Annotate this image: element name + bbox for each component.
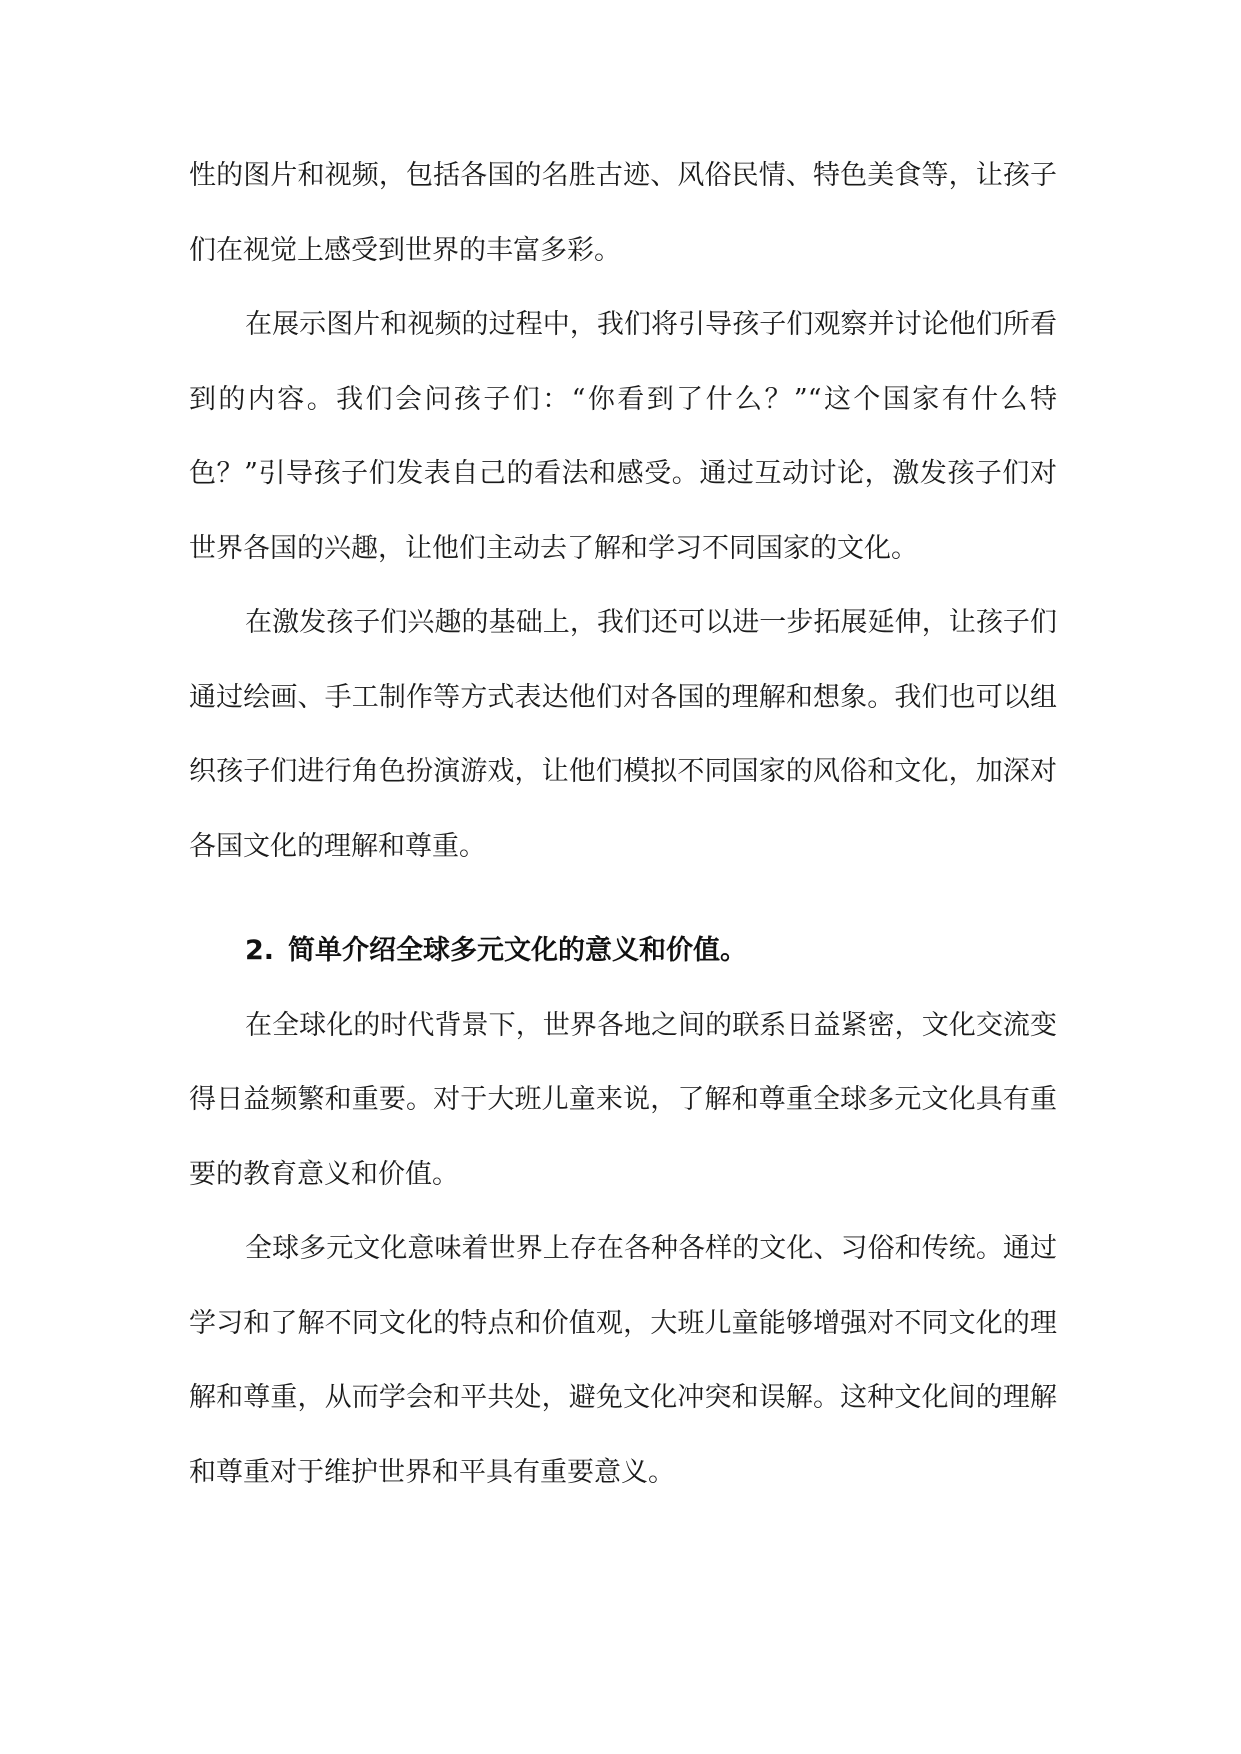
paragraph-4: 在全球化的时代背景下，世界各地之间的联系日益紧密，文化交流变得日益频繁和重要。对于大班儿童来说，了解和尊重全球多元文化具有重要的教育意义和价值。: [189, 1009, 1057, 1190]
document-body: [189, 139, 1057, 1510]
paragraph-5: 全球多元文化意味着世界上存在各种各样的文化、习俗和传统。通过学习和了解不同文化的特点和价值观，大班儿童能够增强对不同文化的理解和尊重，从而学会和平共处，避免文化冲突和误解。这种文化间的理解和尊重对于维护世界和平具有重要意义。: [189, 1233, 1057, 1488]
section-heading: [189, 914, 1057, 989]
paragraph-2: 在展示图片和视频的过程中，我们将引导孩子们观察并讨论他们所看到的内容。我们会问孩子们：“你看到了什么？”“这个国家有什么特色？”引导孩子们发表自己的看法和感受。通过互动讨论，激发孩子们对世界各国的兴趣，让他们主动去了解和学习不同国家的文化。: [189, 309, 1057, 564]
section-number: 2.: [245, 935, 275, 966]
paragraph-3: 在激发孩子们兴趣的基础上，我们还可以进一步拓展延伸，让孩子们通过绘画、手工制作等方式表达他们对各国的理解和想象。我们也可以组织孩子们进行角色扮演游戏，让他们模拟不同国家的风俗和文化，加深对各国文化的理解和尊重。: [189, 607, 1057, 862]
paragraph-1: 性的图片和视频，包括各国的名胜古迹、风俗民情、特色美食等，让孩子们在视觉上感受到世界的丰富多彩。: [189, 160, 1057, 266]
section-title: 简单介绍全球多元文化的意义和价值。: [288, 935, 748, 966]
